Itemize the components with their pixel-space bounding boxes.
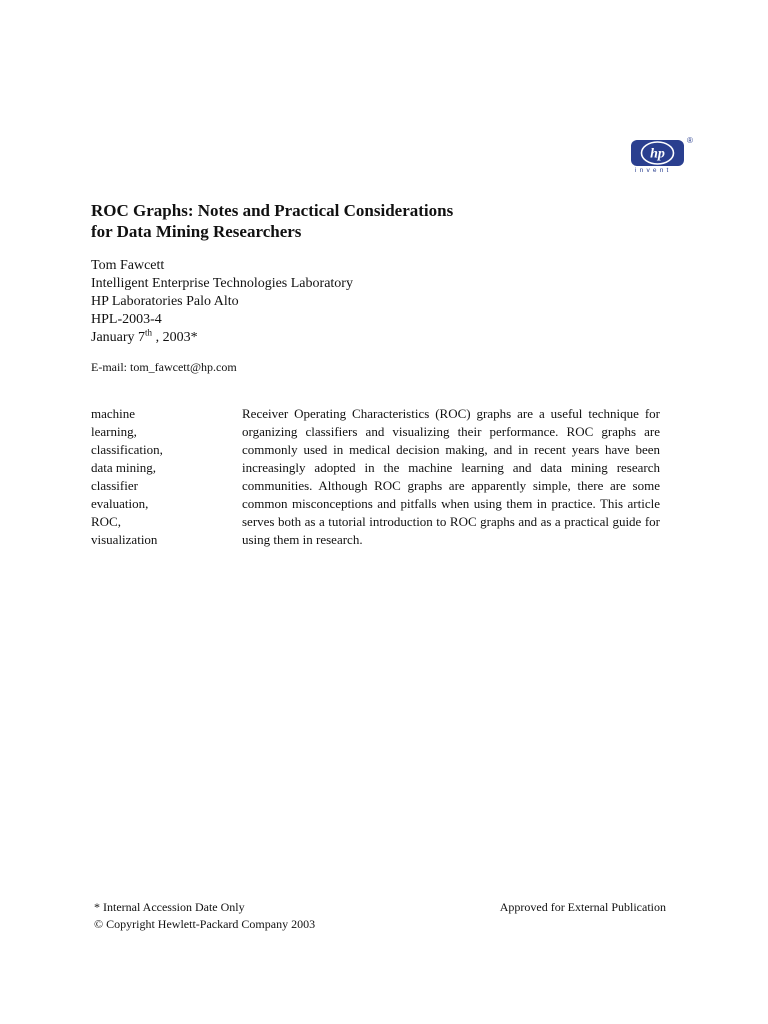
publication-date (91, 329, 651, 347)
date-rest: , 2003* (152, 330, 198, 345)
footer-notes (94, 899, 315, 933)
keyword-item: classification, (91, 442, 163, 457)
approval-note: Approved for External Publication (499, 900, 666, 914)
report-number: HPL-2003-4 (91, 312, 162, 327)
author-email: E-mail: tom_fawcett@hp.com (91, 360, 237, 374)
date-month: January 7 (91, 330, 146, 345)
keyword-item: visualization (91, 532, 158, 547)
keyword-item: evaluation, (91, 496, 149, 511)
author-location: HP Laboratories Palo Alto (91, 294, 239, 309)
title-line-1: ROC Graphs: Notes and Practical Considerations (91, 201, 454, 220)
keyword-item: machine (91, 406, 136, 421)
title-line-2: for Data Mining Researchers (91, 222, 302, 241)
author-lab: Intelligent Enterprise Technologies Laboratory (91, 276, 353, 291)
registered-mark: ® (687, 136, 693, 145)
hp-logo-letters: hp (650, 146, 665, 162)
author-name: Tom Fawcett (91, 258, 165, 273)
hp-logo-icon (631, 140, 684, 166)
keyword-item: data mining, (91, 460, 156, 475)
accession-note: * Internal Accession Date Only (94, 900, 245, 914)
keyword-item: classifier (91, 478, 138, 493)
keyword-item: ROC, (91, 514, 121, 529)
date-superscript: th (145, 327, 153, 338)
hp-logo (631, 138, 693, 178)
copyright-notice: © Copyright Hewlett-Packard Company 2003 (94, 917, 316, 931)
keyword-item: learning, (91, 424, 137, 439)
paper-title (91, 200, 651, 242)
abstract: Receiver Operating Characteristics (ROC) graphs are a useful technique for organizing classifiers and visualizing their performance. ROC graphs are commonly used in medical decision making, and in recent years have been increasingly adopted in the machine learning and data mining research communities. Although ROC graphs are apparently simple, there are some common misconceptions and pitfalls when using them in practice. This article serves both as a tutorial introduction to ROC graphs and as a practical guide for using them in research. (242, 406, 660, 547)
keywords-list (91, 405, 221, 549)
logo-tagline: invent (635, 167, 672, 174)
author-block (91, 257, 651, 347)
